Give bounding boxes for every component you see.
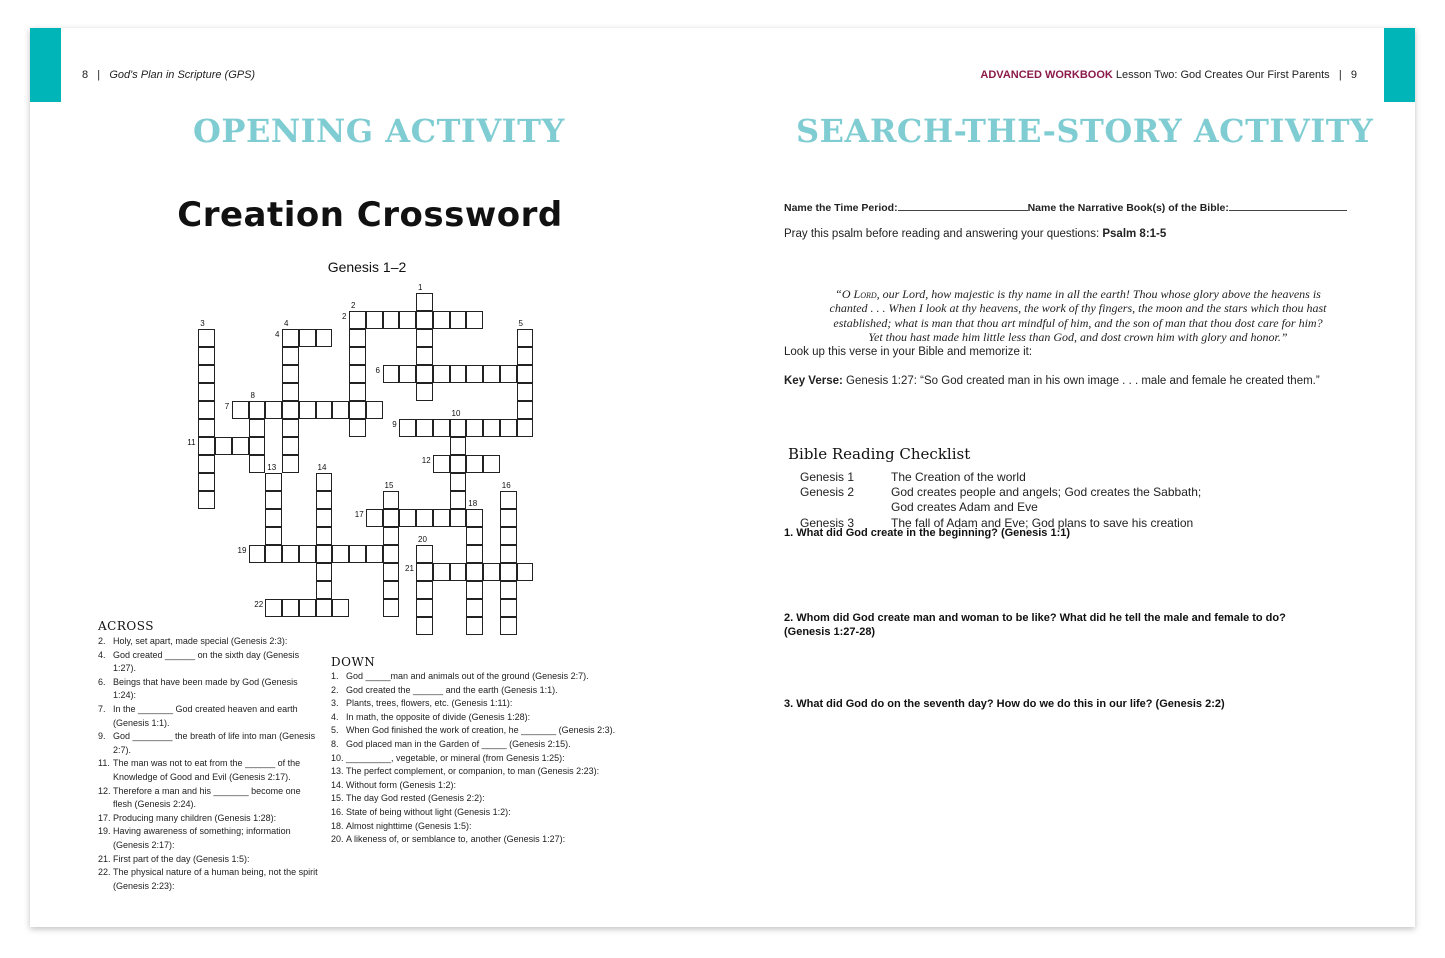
clue-item-number: 20. [331,834,344,845]
crossword-cell[interactable] [232,401,249,419]
bible-reading-checklist [800,470,1201,531]
clue-item-number: 21. [98,853,111,864]
crossword-cell[interactable] [282,329,299,347]
crossword-cell[interactable] [282,437,299,455]
clue-number: 2 [351,300,356,310]
crossword-cell[interactable] [466,527,483,545]
clue-item-number: 18. [331,820,344,831]
right-running-head [980,69,1357,81]
clue-item-text: God created ______ on the sixth day (Genesis 1:27). [113,649,300,674]
crossword-cell[interactable] [249,419,266,437]
clue-item [331,711,661,725]
clue-item [331,684,661,698]
crossword-cell[interactable] [282,365,299,383]
crossword-cell[interactable] [483,365,500,383]
crossword-cell[interactable] [466,365,483,383]
clue-item-number: 11. [98,758,110,769]
clue-item [331,738,661,752]
clue-item-text: God placed man in the Garden of _____ (Genesis 2:15). [346,738,571,749]
crossword-cell[interactable] [416,563,433,581]
key-verse-label: Key Verse: [784,375,843,387]
clue-number: 22 [254,599,264,609]
clue-item [98,825,320,852]
crossword-cell[interactable] [433,455,450,473]
checklist-reference: Genesis 1 [800,470,855,484]
crossword-cell[interactable] [433,365,450,383]
clue-number: 17 [354,509,364,519]
crossword-cell[interactable] [450,419,467,437]
crossword-cell[interactable] [416,329,433,347]
crossword-cell[interactable] [282,419,299,437]
clue-item-number: 12. [98,785,111,796]
clue-number: 11 [187,437,196,447]
crossword-cell[interactable] [316,401,333,419]
lookup-instruction: Look up this verse in your Bible and memorize it: [784,346,1033,358]
question-1: 1. What did God create in the beginning? (Genesis 1:1) [784,527,1071,539]
checklist-item [800,485,1201,500]
crossword-cell[interactable] [399,311,416,329]
crossword-cell[interactable] [450,311,467,329]
crossword-cell[interactable] [349,329,366,347]
page-number: 8 [82,69,89,81]
crossword-cell[interactable] [416,383,433,401]
clue-number: 3 [200,318,205,328]
across-heading: ACROSS [98,619,154,633]
crossword-cell[interactable] [416,365,433,383]
clue-item-text: The physical nature of a human being, not the spirit (Genesis 2:23): [113,867,318,891]
clue-item-text: Almost nighttime (Genesis 1:5): [346,820,472,831]
clue-number: 15 [384,480,394,490]
clue-item-text: First part of the day (Genesis 1:5): [113,853,250,864]
clue-item-number: 22. [98,867,111,878]
clue-number: 4 [284,318,289,328]
clue-item [331,752,661,766]
crossword-cell[interactable] [265,473,282,491]
crossword-cell[interactable] [316,473,333,491]
clue-item-text: In the _______ God created heaven and earth (Genesis 1:1). [113,703,298,728]
clue-number: 18 [468,498,478,508]
crossword-cell[interactable] [466,599,483,617]
lesson-title: Lesson Two: God Creates Our First Parents [1115,69,1330,81]
crossword-cell[interactable] [366,311,383,329]
clue-item-text: God ________ the breath of life into man (Genesis 2:7). [113,731,316,755]
crossword-cell[interactable] [198,437,215,455]
crossword-cell[interactable] [399,509,416,527]
crossword-cell[interactable] [483,455,500,473]
crossword-cell[interactable] [450,365,467,383]
clue-item [98,812,320,826]
crossword-cell[interactable] [500,365,517,383]
clue-item-text: God _____man and animals out of the ground (Genesis 2:7). [346,671,589,681]
key-verse [784,375,1320,387]
crossword-cell[interactable] [383,527,400,545]
pray-line [784,228,1166,240]
clue-item-number: 1. [331,671,339,681]
book-title: God's Plan in Scripture (GPS) [109,69,256,81]
crossword-cell[interactable] [433,509,450,527]
clue-number: 4 [275,329,280,339]
crossword-cell[interactable] [383,311,400,329]
crossword-cell[interactable] [299,545,316,563]
crossword-cell[interactable] [316,599,333,617]
checklist-reference: Genesis 2 [800,485,855,500]
clue-number: 21 [405,563,414,573]
crossword-cell[interactable] [416,509,433,527]
clue-item-text: _________, vegetable, or mineral (from Genesis 1:25): [346,752,565,763]
clue-item [331,765,661,779]
psalm-quote [828,287,1328,344]
clue-item [331,670,661,684]
clue-item-number: 19. [98,826,111,837]
crossword-cell[interactable] [299,599,316,617]
crossword-cell[interactable] [500,545,517,563]
crossword-cell[interactable] [383,509,400,527]
crossword-cell[interactable] [416,347,433,365]
time-period-label: Name the Time Period: [784,202,898,214]
crossword-cell[interactable] [416,293,433,311]
crossword-cell[interactable] [366,509,383,527]
crossword-cell[interactable] [349,311,366,329]
clue-item-text: Beings that have been made by God (Genesis 1:24): [113,676,298,701]
crossword-cell[interactable] [383,581,400,599]
crossword-cell[interactable] [500,509,517,527]
crossword-cell[interactable] [282,347,299,365]
crossword-cell[interactable] [450,473,467,491]
question-2: 2. Whom did God create man and woman to be like? What did he tell the male and female to do? (Genesis 1:27-28) [784,612,1286,638]
page-number: 9 [1350,69,1357,81]
crossword-cell[interactable] [466,419,483,437]
separator: | [1338,69,1342,81]
crossword-cell[interactable] [483,419,500,437]
clue-number: 10 [451,408,461,418]
clue-item-number: 15. [331,793,344,804]
crossword-cell[interactable] [249,455,266,473]
crossword-cell[interactable] [517,329,534,347]
clue-number: 5 [518,318,523,328]
crossword-cell[interactable] [416,581,433,599]
crossword-cell[interactable] [466,545,483,563]
quote-lord: Lord [853,287,877,301]
crossword-cell[interactable] [198,455,215,473]
crossword-cell[interactable] [450,455,467,473]
crossword-cell[interactable] [198,473,215,491]
crossword-cell[interactable] [249,437,266,455]
crossword-cell[interactable] [332,599,349,617]
clue-item-text: The man was not to eat from the ______ of the Knowledge of Good and Evil (Genesis 2:17). [113,758,301,782]
clue-number: 16 [501,480,511,490]
key-verse-text: Genesis 1:27: “So God created man in his own image . . . male and female he created them.” [846,375,1320,387]
crossword-cell[interactable] [282,545,299,563]
crossword-cell[interactable] [349,401,366,419]
quote-open: “O [835,287,854,301]
clue-item-number: 5. [331,725,339,736]
crossword-cell[interactable] [282,383,299,401]
crossword-cell[interactable] [299,329,316,347]
clue-item-number: 10. [331,752,344,763]
crossword-cell[interactable] [198,401,215,419]
crossword-cell[interactable] [416,617,433,635]
checklist-reference [800,500,891,515]
down-heading: DOWN [331,655,376,669]
clue-item-text: The perfect complement, or companion, to man (Genesis 2:23): [346,766,600,777]
crossword-cell[interactable] [500,563,517,581]
crossword-cell[interactable] [349,545,366,563]
crossword-cell[interactable] [450,437,467,455]
crossword-cell[interactable] [483,563,500,581]
crossword-cell[interactable] [416,545,433,563]
crossword-cell[interactable] [316,509,333,527]
crossword-cell[interactable] [232,437,249,455]
clue-item [331,820,661,834]
workbook-brand: ADVANCED WORKBOOK [980,69,1113,81]
crossword-cell[interactable] [500,491,517,509]
checklist-reference: Genesis 3 [800,515,855,530]
checklist-description: God creates Adam and Eve [891,500,1038,515]
clue-item [331,697,661,711]
crossword-cell[interactable] [450,509,467,527]
crossword-cell[interactable] [517,347,534,365]
crossword-cell[interactable] [332,545,349,563]
crossword-cell[interactable] [198,491,215,509]
clue-item-number: 9. [98,731,106,742]
crossword-cell[interactable] [366,545,383,563]
clue-number: 8 [250,390,255,400]
clue-number: 2 [342,311,347,321]
clue-item-text: Holy, set apart, made special (Genesis 2:3): [113,636,288,646]
clue-item [331,724,661,738]
crossword-cell[interactable] [517,563,534,581]
clue-item-text: God created the ______ and the earth (Genesis 1:1). [346,684,558,695]
crossword-cell[interactable] [383,365,400,383]
crossword-cell[interactable] [198,329,215,347]
clue-item [98,785,320,812]
clue-number: 9 [392,419,397,429]
quote-text: , our Lord, how majestic is thy name in all the earth! Thou whose glory above the heavens is chanted . . . When I look at thy heavens, the work of thy fingers, the moon and the stars which thou hast established; what is man that thou art mindful of him, and the son of man that thou dost care for him? Yet thou hast made him little less than God, and dost crown him with glory and honor.” [829,287,1327,344]
crossword-cell[interactable] [265,491,282,509]
crossword-cell[interactable] [399,419,416,437]
crossword-cell[interactable] [299,401,316,419]
crossword-cell[interactable] [332,401,349,419]
crossword-cell[interactable] [466,509,483,527]
crossword-cell[interactable] [500,527,517,545]
crossword-cell[interactable] [433,419,450,437]
clue-number: 7 [224,401,230,411]
crossword-cell[interactable] [265,509,282,527]
crossword-cell[interactable] [215,437,232,455]
narrative-label: Name the Narrative Book(s) of the Bible: [1027,202,1229,214]
crossword-cell[interactable] [316,329,333,347]
across-clues [98,635,320,893]
clue-item-number: 16. [331,806,344,817]
clue-item-number: 7. [98,703,106,714]
clue-item-number: 6. [98,676,106,687]
crossword-cell[interactable] [466,455,483,473]
crossword-cell[interactable] [265,401,282,419]
crossword-cell[interactable] [466,563,483,581]
clue-item-number: 2. [331,684,339,695]
clue-item-text: Therefore a man and his _______ become one flesh (Genesis 2:24). [113,785,301,810]
checklist-item [800,470,1201,485]
crossword-cell[interactable] [383,563,400,581]
crossword-cell[interactable] [316,545,333,563]
clue-item-text: In math, the opposite of divide (Genesis 1:28): [346,711,531,722]
crossword-cell[interactable] [349,347,366,365]
left-running-head [82,69,255,81]
crossword-cell[interactable] [316,581,333,599]
clue-item-number: 4. [331,711,339,722]
clue-item-text: State of being without light (Genesis 1:2): [346,806,511,817]
crossword-cell[interactable] [249,401,266,419]
crossword-cell[interactable] [466,311,483,329]
crossword-cell[interactable] [416,311,433,329]
clue-item-number: 13. [331,766,344,777]
opening-activity-title: OPENING ACTIVITY [193,112,565,150]
crossword-cell[interactable] [383,599,400,617]
crossword-cell[interactable] [517,401,534,419]
clue-item-text: Plants, trees, flowers, etc. (Genesis 1:11): [346,698,513,709]
clue-item [98,703,320,730]
psalm-reference: Psalm 8:1-5 [1102,228,1167,240]
clue-item-number: 8. [331,738,339,749]
down-clues [331,670,661,847]
clue-item [331,779,661,793]
clue-item [331,806,661,820]
clue-item-number: 2. [98,636,106,646]
crossword-cell[interactable] [316,563,333,581]
crossword-cell[interactable] [466,581,483,599]
clue-number: 19 [237,545,247,555]
crossword-cell[interactable] [282,455,299,473]
crossword-cell[interactable] [450,563,467,581]
clue-item-text: A likeness of, or semblance to, another (Genesis 1:27): [346,834,566,845]
clue-item-text: The day God rested (Genesis 2:2): [346,793,485,804]
crossword-cell[interactable] [349,419,366,437]
crossword-cell[interactable] [416,599,433,617]
question-3: 3. What did God do on the seventh day? How do we do this in our life? (Genesis 2:2) [784,698,1225,710]
crossword-cell[interactable] [517,365,534,383]
crossword-cell[interactable] [198,365,215,383]
clue-item [98,866,320,893]
crossword-cell[interactable] [416,419,433,437]
clue-item [98,649,320,676]
search-the-story-title: SEARCH-THE-STORY ACTIVITY [796,112,1374,150]
clue-number: 20 [418,534,427,544]
clue-item [98,676,320,703]
clue-item-text: Producing many children (Genesis 1:28): [113,812,277,823]
crossword-cell[interactable] [433,563,450,581]
clue-item-number: 14. [331,779,344,790]
clue-number: 1 [418,282,423,292]
book-spread [30,28,1415,927]
clue-item [98,635,320,649]
crossword-cell[interactable] [500,599,517,617]
left-page-tab [30,28,61,102]
clue-number: 13 [267,462,277,472]
crossword-cell[interactable] [450,491,467,509]
clue-item-text: Without form (Genesis 1:2): [346,779,457,790]
clue-item-number: 17. [98,812,111,823]
crossword-cell[interactable] [198,347,215,365]
name-fields [784,200,1347,214]
pray-text: Pray this psalm before reading and answering your questions: [784,228,1100,240]
crossword-cell[interactable] [366,401,383,419]
clue-item [331,833,661,847]
separator: | [97,69,101,81]
crossword-cell[interactable] [349,383,366,401]
crossword-title: Creation Crossword [177,195,563,235]
checklist-description: God creates people and angels; God creates the Sabbath; [891,485,1202,500]
checklist-description: The fall of Adam and Eve; God plans to save his creation [891,515,1194,530]
clue-number: 14 [317,462,327,472]
crossword-cell[interactable] [500,581,517,599]
crossword-cell[interactable] [282,599,299,617]
right-page-tab [1384,28,1415,102]
clue-item [98,853,320,867]
crossword-cell[interactable] [383,545,400,563]
crossword-cell[interactable] [265,527,282,545]
crossword-cell[interactable] [316,491,333,509]
crossword-cell[interactable] [316,527,333,545]
crossword-cell[interactable] [198,419,215,437]
crossword-subtitle: Genesis 1–2 [327,259,407,275]
crossword-cell[interactable] [249,545,266,563]
crossword-cell[interactable] [500,419,517,437]
crossword-cell[interactable] [265,599,282,617]
clue-item-text: Having awareness of something; information (Genesis 2:17): [113,826,291,850]
crossword-cell[interactable] [433,311,450,329]
crossword-cell[interactable] [383,491,400,509]
clue-number: 12 [421,455,431,465]
time-period-input[interactable] [898,200,1028,211]
crossword-cell[interactable] [399,365,416,383]
clue-item-number: 3. [331,698,339,709]
clue-item [331,792,661,806]
clue-item [98,730,320,757]
checklist-description: The Creation of the world [891,470,1026,484]
clue-item-text: When God finished the work of creation, he _______ (Genesis 2:3). [346,725,616,736]
narrative-book-input[interactable] [1229,200,1347,211]
crossword-cell[interactable] [517,383,534,401]
clue-item-number: 4. [98,649,106,660]
crossword-cell[interactable] [282,401,299,419]
clue-number: 6 [375,365,380,375]
crossword-cell[interactable] [466,617,483,635]
checklist-item [800,500,1201,515]
clue-item [98,757,320,784]
crossword-cell[interactable] [500,617,517,635]
crossword-cell[interactable] [198,383,215,401]
checklist-title: Bible Reading Checklist [788,445,971,463]
crossword-cell[interactable] [349,365,366,383]
crossword-cell[interactable] [517,419,534,437]
crossword-cell[interactable] [265,545,282,563]
